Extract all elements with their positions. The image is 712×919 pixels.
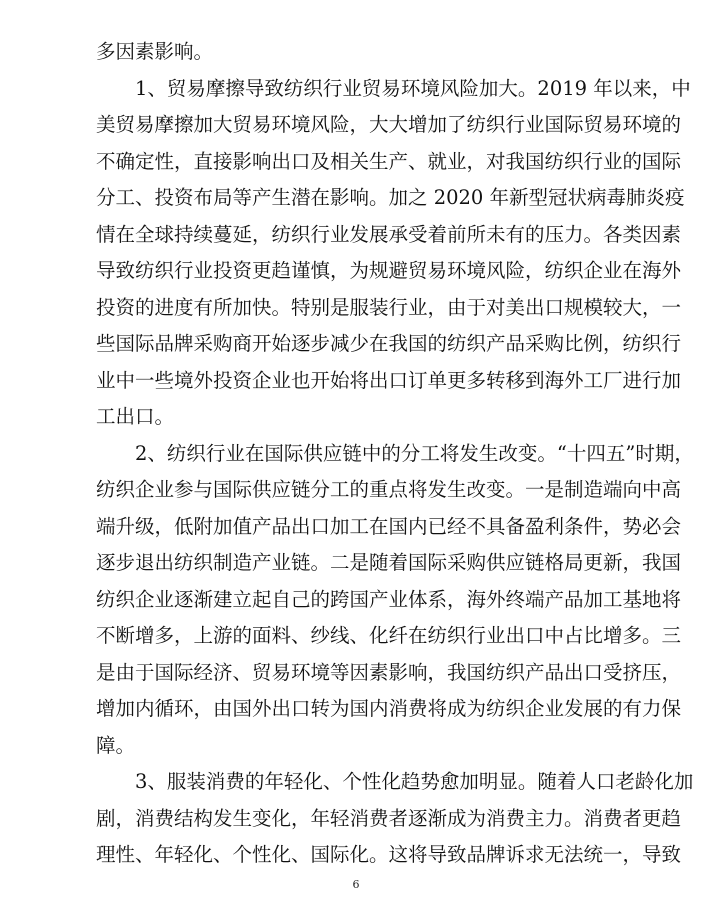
- text-line: 理性、年轻化、个性化、国际化。这将导致品牌诉求无法统一，导致: [96, 843, 682, 866]
- text-line: 是由于国际经济、贸易环境等因素影响，我国纺织产品出口受挤压，: [96, 660, 682, 684]
- text-line: 2、纺织行业在国际供应链中的分工将发生改变。“十四五”时期，: [135, 441, 694, 465]
- text-line: 工出口。: [96, 405, 175, 428]
- text-line: 些国际品牌采购商开始逐步减少在我国的纺织产品采购比例，纺织行: [96, 332, 682, 355]
- text-line: 剧，消费结构发生变化，年轻消费者逐渐成为消费主力。消费者更趋: [96, 806, 682, 830]
- text-line: 不确定性，直接影响出口及相关生产、就业，对我国纺织行业的国际: [96, 149, 682, 173]
- text-line: 美贸易摩擦加大贸易环境风险，大大增加了纺织行业国际贸易环境的: [96, 113, 682, 136]
- page-number: 6: [352, 878, 360, 891]
- text-line: 分工、投资布局等产生潜在影响。加之 2020 年新型冠状病毒肺炎疫: [96, 186, 685, 209]
- text-line: 投资的进度有所加快。特别是服装行业，由于对美出口规模较大，一: [96, 295, 682, 319]
- text-line: 情在全球持续蔓延，纺织行业发展承受着前所未有的压力。各类因素: [96, 222, 682, 246]
- text-line: 纺织企业参与国际供应链分工的重点将发生改变。一是制造端向中高: [96, 478, 682, 501]
- text-line: 端升级，低附加值产品出口加工在国内已经不具备盈利条件，势必会: [96, 514, 682, 538]
- paragraph-trade-friction: [96, 71, 691, 436]
- text-line: 逐步退出纺织制造产业链。二是随着国际采购供应链格局更新，我国: [96, 551, 682, 574]
- text-line: 多因素影响。: [96, 40, 214, 63]
- text-line: 纺织企业逐渐建立起自己的跨国产业体系，海外终端产品加工基地将: [96, 587, 682, 611]
- text-line: 业中一些境外投资企业也开始将出口订单更多转移到海外工厂进行加: [96, 368, 682, 392]
- text-line: 1、贸易摩擦导致纺织行业贸易环境风险加大。2019 年以来，中: [135, 76, 691, 100]
- document-body: [96, 34, 694, 874]
- text-line: 障。: [96, 733, 136, 757]
- paragraph-continuation: [96, 34, 616, 71]
- text-line: 导致纺织行业投资更趋谨慎，为规避贸易环境风险，纺织企业在海外: [96, 259, 682, 282]
- text-line: 不断增多，上游的面料、纱线、化纤在纺织行业出口中占比增多。三: [96, 624, 682, 647]
- paragraph-consumption-trend: [96, 764, 694, 874]
- paragraph-supply-chain: [96, 436, 694, 765]
- text-line: 增加内循环，由国外出口转为国内消费将成为纺织企业发展的有力保: [96, 697, 682, 720]
- text-line: 3、服装消费的年轻化、个性化趋势愈加明显。随着人口老龄化加: [135, 770, 694, 793]
